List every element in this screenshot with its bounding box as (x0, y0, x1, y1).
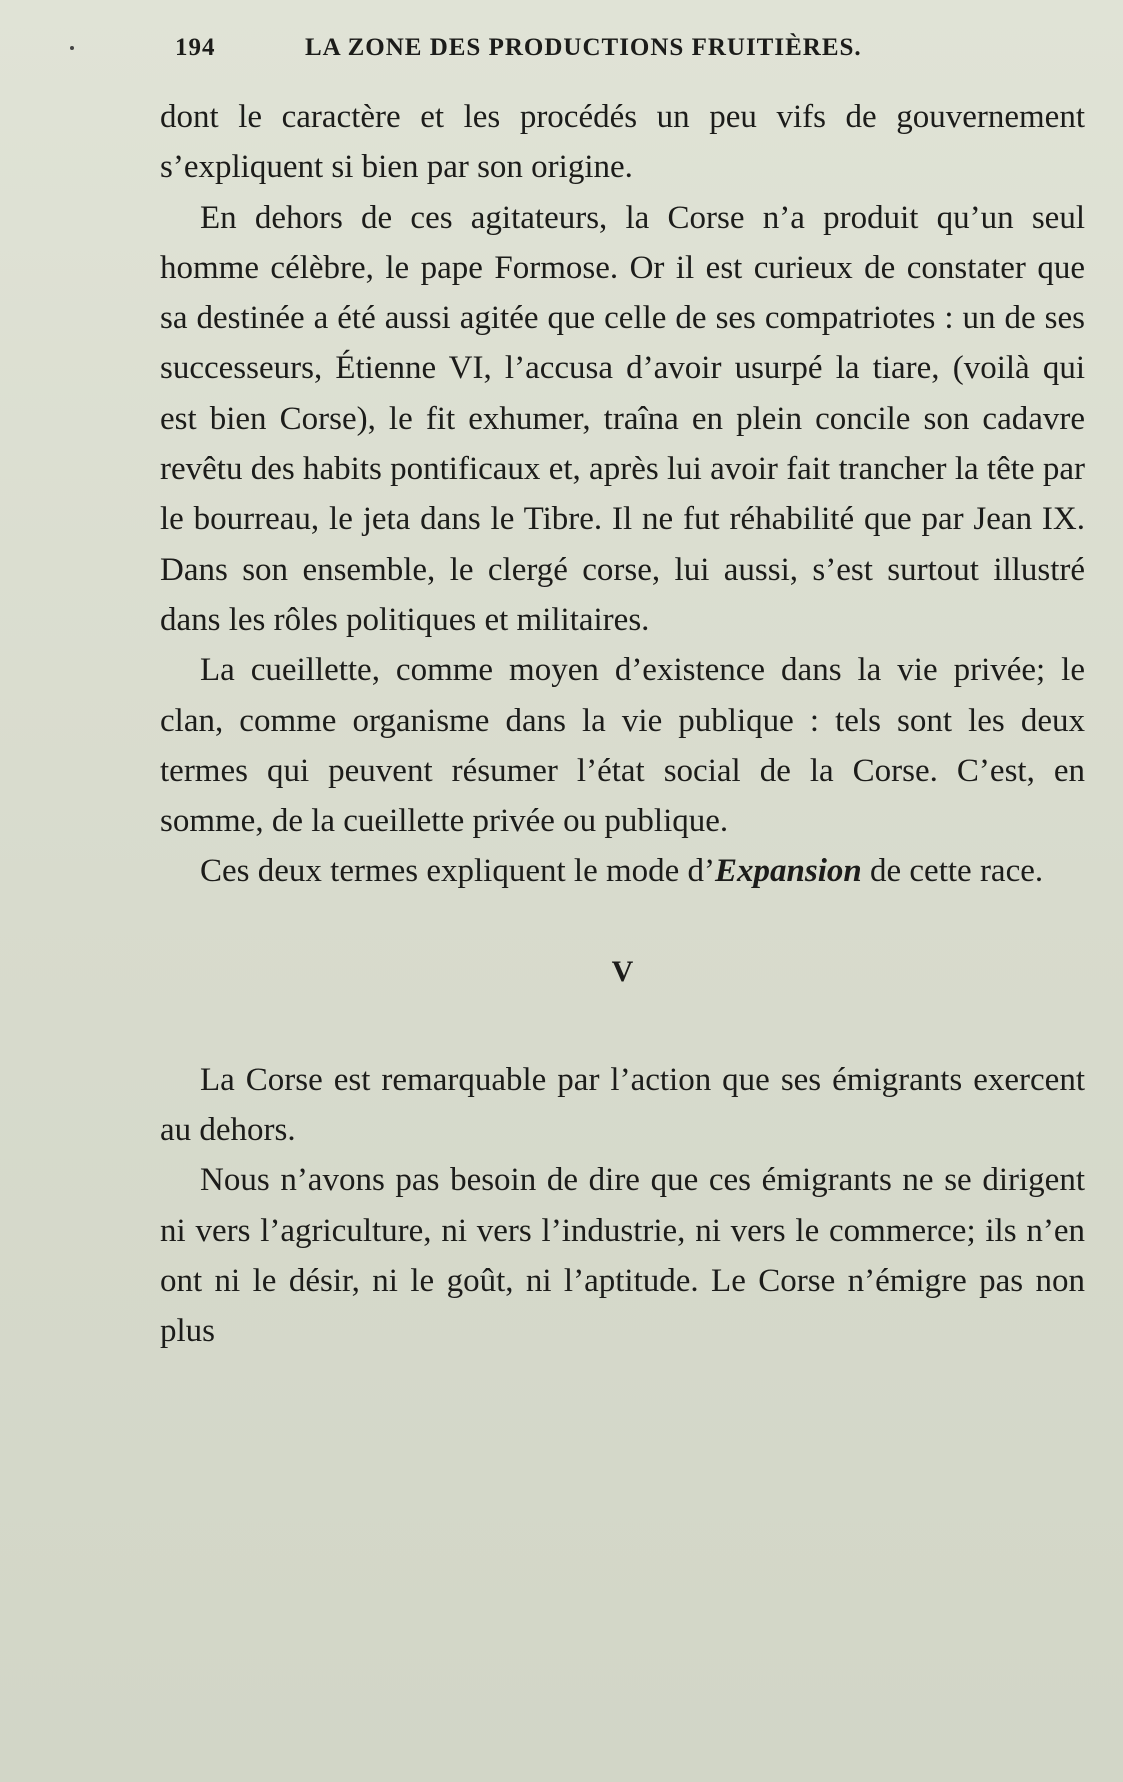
expansion-text-before: Ces deux termes expliquent le mode d’ (200, 853, 716, 890)
paragraph-cueillette: La cueillette, comme moyen d’existence dans la vie privée; le clan, comme organisme dans la vie publique : tels sont les deux termes qui peuvent résumer l’état social de la Corse. C’est, en somme, de la cueillette privée ou publique. (160, 652, 1085, 840)
page-number: 194 (175, 34, 216, 61)
paragraph-emigrants: La Corse est remarquable par l’action que ses émigrants exercent au dehors. (160, 1061, 1085, 1149)
paragraph-formose: En dehors de ces agitateurs, la Corse n’a produit qu’un seul homme célèbre, le pape Formose. Or il est curieux de constater que sa destinée a été aussi agitée que celle de ses compatriotes : un de ses successeurs, Étienne VI, l’accusa d’avoir usurpé la tiare, (voilà qui est bien Corse), le fit exhumer, traîna en plein concile son cadavre revêtu des habits pontificaux et, après lui avoir fait trancher la tête par le bourreau, le jeta dans le Tibre. Il ne fut réhabilité que par Jean IX. Dans son ensemble, le clergé corse, lui aussi, s’est surtout illustré dans les rôles politiques et militaires. (160, 199, 1085, 638)
expansion-emphasis: Expansion (715, 853, 862, 890)
body-text (160, 92, 1085, 1357)
paragraph-continuation: dont le caractère et les procédés un peu vifs de gouvernement s’expliquent si bien par son origine. (160, 99, 1085, 186)
paragraph-expansion (160, 846, 1085, 896)
running-head (175, 34, 975, 74)
margin-speck (70, 46, 74, 50)
section-number: V (611, 954, 634, 988)
running-title: LA ZONE DES PRODUCTIONS FRUITIÈRES. (305, 34, 862, 61)
expansion-text-after: de cette race. (861, 853, 1044, 890)
paragraph-emigrants-direction: Nous n’avons pas besoin de dire que ces émigrants ne se dirigent ni vers l’agriculture, ni vers l’industrie, ni vers le commerce; ils n’en ont ni le désir, ni le goût, ni l’aptitude. Le Corse n’émigre pas non plus (160, 1162, 1085, 1350)
